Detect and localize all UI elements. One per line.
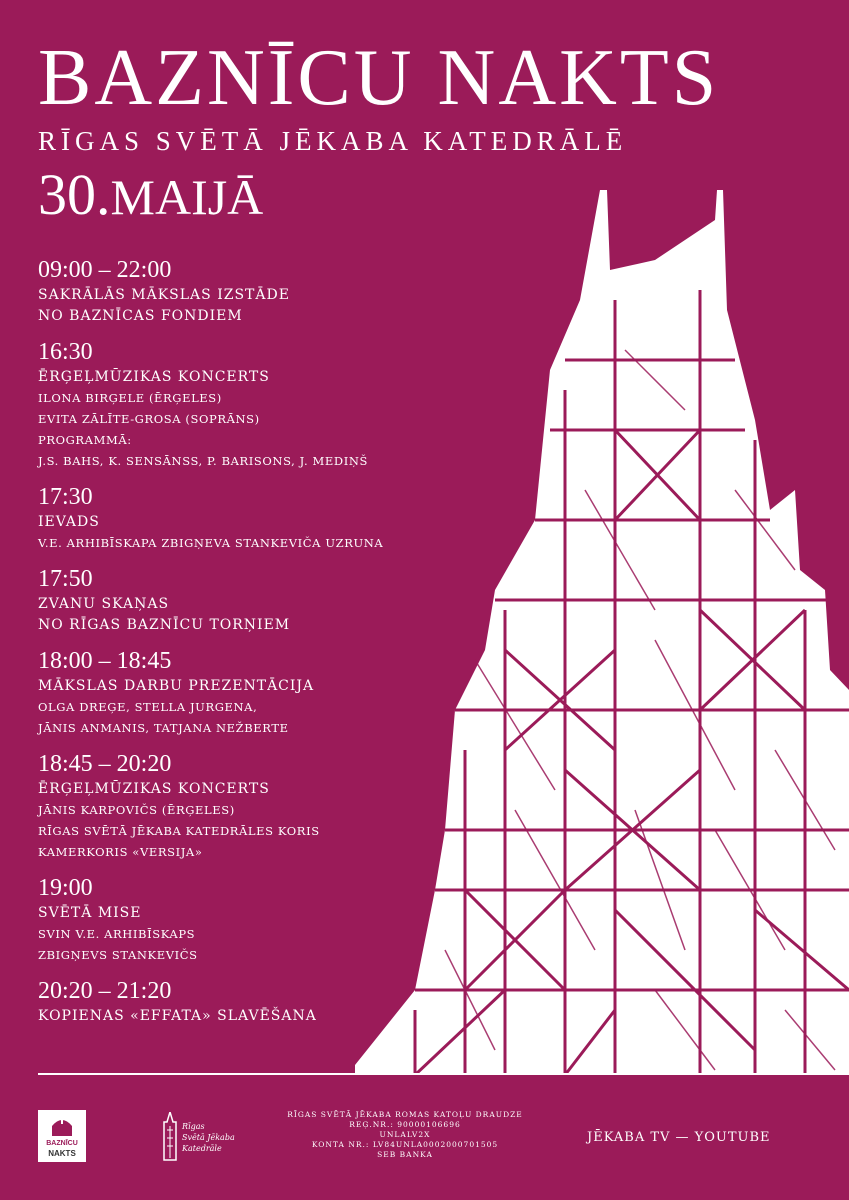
event-time: 17:50 — [38, 566, 93, 592]
event-time: 17:30 — [38, 484, 93, 510]
event-detail: JĀNIS ANMANIS, TATJANA NEŽBERTE — [38, 721, 289, 735]
event-name: SVĒTĀ MISE — [38, 905, 142, 921]
event-detail: OLGA DREĢE, STELLA JURGENA, — [38, 700, 258, 714]
parish-account: KONTA NR.: LV84UNLA0002000701505 — [311, 1140, 499, 1149]
event-detail: PROGRAMMĀ: — [38, 433, 132, 447]
youtube-channel-label: JĒKABA TV — YOUTUBE — [587, 1130, 771, 1145]
logo-line-1: BAZNĪCU — [46, 1140, 78, 1147]
event-item — [38, 749, 478, 863]
date-day: 30. — [38, 162, 111, 227]
event-item — [38, 873, 478, 966]
event-name: ĒRĢEĻMŪZIKAS KONCERTS — [38, 781, 270, 797]
event-time: 09:00 – 22:00 — [38, 257, 172, 283]
event-detail: KAMERKORIS «VERSIJA» — [38, 845, 203, 859]
poster-title: BAZNĪCU NAKTS — [38, 34, 720, 122]
date-month: MAIJĀ — [110, 169, 264, 225]
event-schedule — [38, 255, 478, 1037]
event-time: 18:00 – 18:45 — [38, 648, 172, 674]
parish-bank: SEB BANKA — [377, 1150, 433, 1159]
crest-text: Rīgas — [182, 1122, 205, 1131]
event-name: NO RĪGAS BAZNĪCU TORŅIEM — [38, 617, 291, 633]
event-time: 16:30 — [38, 339, 93, 365]
crest-text: Svētā Jēkaba — [182, 1133, 235, 1142]
crest-text: Katedrāle — [182, 1144, 222, 1153]
event-detail: SVIN V.E. ARHIBĪSKAPS — [38, 927, 196, 941]
parish-info — [270, 1110, 540, 1160]
parish-reg: REĢ.NR.: 90000106696 — [349, 1120, 461, 1129]
event-time: 20:20 – 21:20 — [38, 978, 172, 1004]
event-item — [38, 255, 478, 327]
event-item — [38, 482, 478, 554]
event-name: KOPIENAS «EFFATA» SLAVĒŠANA — [38, 1008, 317, 1024]
event-detail: V.E. ARHIBĪSKAPA ZBIGŅEVA STANKEVIČA UZRUNA — [38, 536, 384, 550]
event-detail: ILONA BIRĢELE (ĒRĢELES) — [38, 391, 222, 405]
parish-name: RĪGAS SVĒTĀ JĒKABA ROMAS KATOĻU DRAUDZE — [287, 1110, 523, 1119]
event-detail: EVITA ZĀLĪTE-GROSA (SOPRĀNS) — [38, 412, 260, 426]
church-silhouette-icon — [50, 1116, 74, 1136]
event-name: ĒRĢEĻMŪZIKAS KONCERTS — [38, 369, 270, 385]
event-name: NO BAZNĪCAS FONDIEM — [38, 308, 243, 324]
event-name: SAKRĀLĀS MĀKSLAS IZSTĀDE — [38, 287, 290, 303]
event-time: 19:00 — [38, 875, 93, 901]
event-time: 18:45 – 20:20 — [38, 751, 172, 777]
footer-divider — [38, 1073, 811, 1075]
event-item — [38, 564, 478, 636]
baznicu-nakts-logo — [38, 1110, 86, 1162]
event-name: IEVADS — [38, 514, 100, 530]
logo-line-2: NAKTS — [48, 1149, 76, 1158]
parish-bic: UNLALV2X — [379, 1130, 431, 1139]
event-name: MĀKSLAS DARBU PREZENTĀCIJA — [38, 678, 315, 694]
event-item — [38, 976, 478, 1027]
event-name: ZVANU SKAŅAS — [38, 596, 170, 612]
poster-subtitle: RĪGAS SVĒTĀ JĒKABA KATEDRĀLĒ — [38, 126, 628, 156]
cathedral-crest-logo — [158, 1108, 238, 1168]
event-detail: ZBIGŅEVS STANKEVIČS — [38, 948, 198, 962]
event-item — [38, 337, 478, 472]
event-detail: JĀNIS KARPOVIČS (ĒRĢELES) — [38, 803, 235, 817]
event-detail: J.S. BAHS, K. SENSĀNSS, P. BARISONS, J. MEDIŅŠ — [38, 454, 368, 468]
event-detail: RĪGAS SVĒTĀ JĒKABA KATEDRĀLES KORIS — [38, 824, 320, 838]
event-date — [38, 162, 263, 230]
event-item — [38, 646, 478, 739]
cathedral-crest-icon — [158, 1112, 182, 1164]
